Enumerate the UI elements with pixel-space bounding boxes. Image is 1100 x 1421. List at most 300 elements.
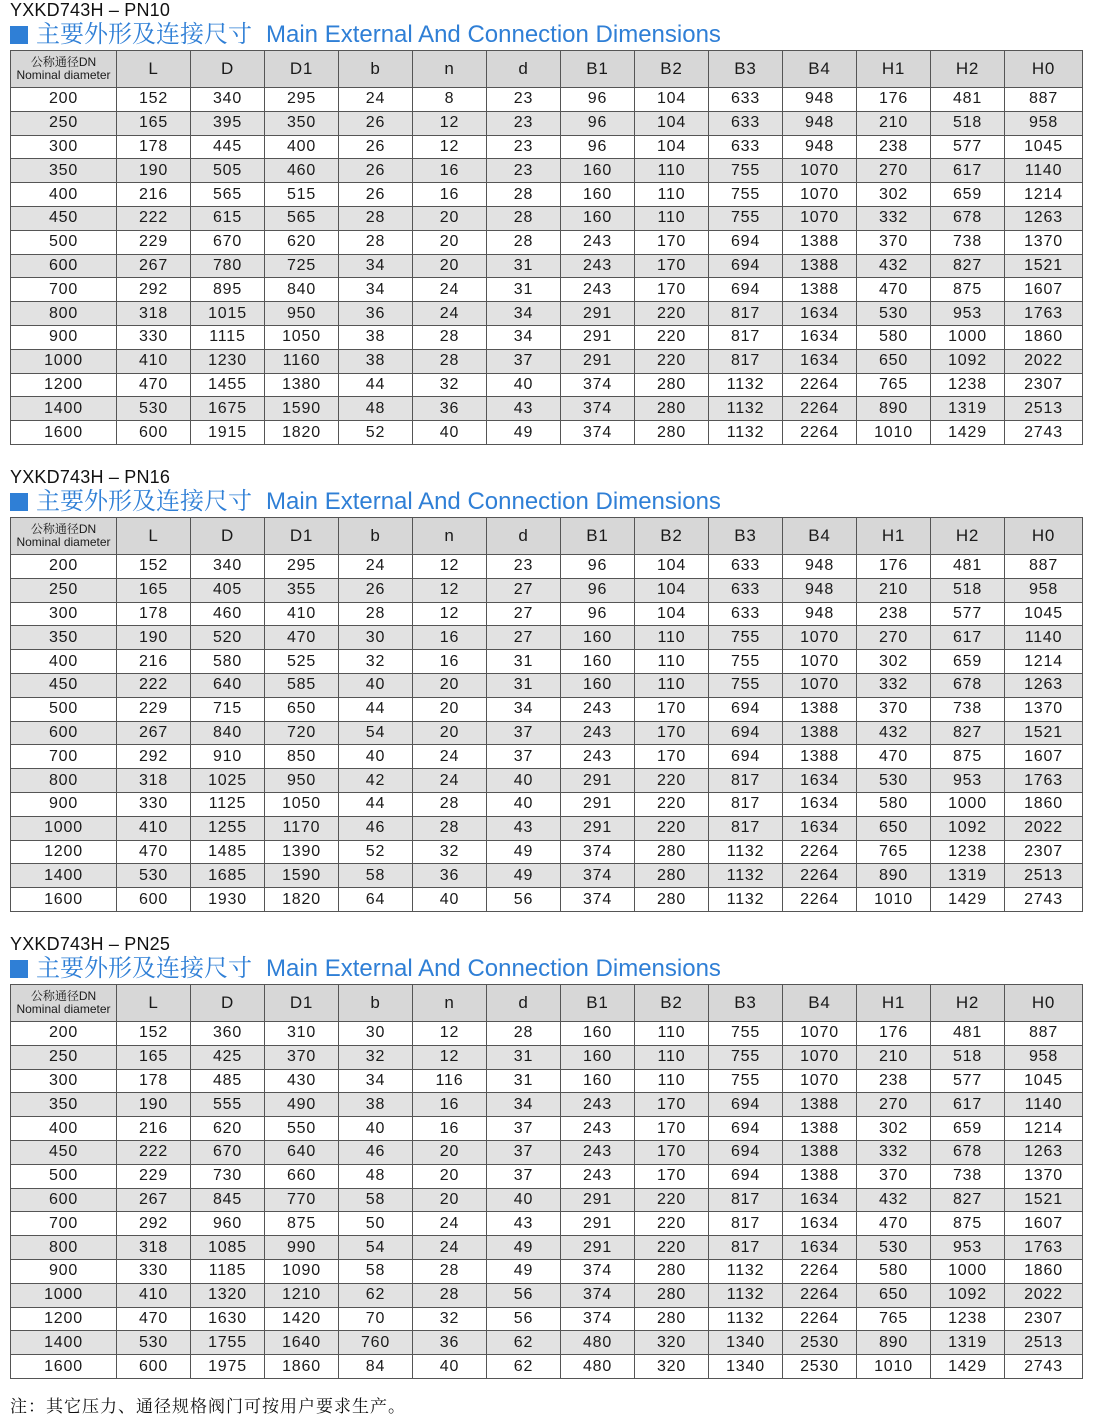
cell-value: 1092	[931, 349, 1005, 373]
cell-value: 170	[635, 1093, 709, 1117]
cell-value: 34	[487, 697, 561, 721]
heading-cn: 主要外形及连接尺寸	[36, 955, 252, 982]
cell-value: 36	[413, 397, 487, 421]
table-row	[11, 888, 1083, 912]
cell-value: 670	[191, 230, 265, 254]
cell-value: 694	[709, 745, 783, 769]
cell-value: 470	[117, 840, 191, 864]
cell-value: 27	[487, 602, 561, 626]
cell-value: 518	[931, 1045, 1005, 1069]
cell-value: 110	[635, 626, 709, 650]
cell-value: 580	[857, 792, 931, 816]
cell-value: 827	[931, 254, 1005, 278]
header-cell: b	[339, 985, 413, 1022]
cell-value: 52	[339, 421, 413, 445]
cell-value: 2530	[783, 1331, 857, 1355]
cell-value: 948	[783, 135, 857, 159]
cell-value: 530	[857, 1236, 931, 1260]
cell-value: 37	[487, 721, 561, 745]
table-row	[11, 673, 1083, 697]
cell-value: 577	[931, 1069, 1005, 1093]
heading-en: Main External And Connection Dimensions	[266, 21, 721, 48]
header-cell-dn	[11, 518, 117, 555]
table-row	[11, 816, 1083, 840]
cell-value: 678	[931, 206, 1005, 230]
cell-value: 1319	[931, 1331, 1005, 1355]
cell-value: 817	[709, 1236, 783, 1260]
cell-value: 48	[339, 397, 413, 421]
cell-value: 1634	[783, 816, 857, 840]
cell-value: 1634	[783, 349, 857, 373]
cell-value: 26	[339, 135, 413, 159]
cell-value: 222	[117, 1140, 191, 1164]
cell-dn: 450	[11, 673, 117, 697]
cell-value: 292	[117, 278, 191, 302]
cell-value: 374	[561, 421, 635, 445]
header-cell: D1	[265, 518, 339, 555]
cell-value: 32	[413, 1307, 487, 1331]
cell-dn: 300	[11, 135, 117, 159]
cell-value: 650	[857, 349, 931, 373]
cell-value: 40	[487, 1188, 561, 1212]
cell-value: 1070	[783, 159, 857, 183]
cell-value: 36	[413, 864, 487, 888]
cell-value: 1607	[1005, 278, 1083, 302]
cell-value: 26	[339, 111, 413, 135]
cell-value: 1132	[709, 1283, 783, 1307]
cell-value: 34	[487, 325, 561, 349]
cell-dn: 400	[11, 183, 117, 207]
cell-value: 16	[413, 1093, 487, 1117]
cell-dn: 250	[11, 111, 117, 135]
cell-value: 470	[857, 1212, 931, 1236]
cell-value: 44	[339, 792, 413, 816]
cell-value: 530	[857, 769, 931, 793]
cell-value: 302	[857, 183, 931, 207]
cell-value: 678	[931, 1140, 1005, 1164]
cell-value: 953	[931, 302, 1005, 326]
cell-value: 1090	[265, 1259, 339, 1283]
header-cell: D	[191, 518, 265, 555]
cell-value: 24	[413, 302, 487, 326]
cell-value: 1160	[265, 349, 339, 373]
cell-value: 1634	[783, 325, 857, 349]
cell-value: 370	[857, 230, 931, 254]
header-cell: B1	[561, 985, 635, 1022]
cell-value: 292	[117, 1212, 191, 1236]
spec-section-pn16	[10, 467, 1082, 912]
cell-value: 20	[413, 1164, 487, 1188]
cell-value: 659	[931, 1117, 1005, 1141]
cell-value: 31	[487, 650, 561, 674]
cell-value: 1132	[709, 864, 783, 888]
heading-square-icon	[10, 960, 28, 978]
cell-value: 1429	[931, 888, 1005, 912]
cell-value: 23	[487, 555, 561, 579]
cell-value: 28	[487, 183, 561, 207]
cell-value: 470	[117, 373, 191, 397]
cell-dn: 800	[11, 1236, 117, 1260]
cell-value: 650	[857, 1283, 931, 1307]
cell-value: 23	[487, 111, 561, 135]
cell-value: 1388	[783, 1164, 857, 1188]
header-cell: n	[413, 985, 487, 1022]
cell-value: 243	[561, 254, 635, 278]
cell-value: 1340	[709, 1331, 783, 1355]
cell-value: 360	[191, 1022, 265, 1046]
cell-value: 160	[561, 650, 635, 674]
cell-value: 895	[191, 278, 265, 302]
cell-value: 817	[709, 302, 783, 326]
cell-dn: 900	[11, 1259, 117, 1283]
cell-value: 280	[635, 421, 709, 445]
cell-value: 210	[857, 111, 931, 135]
cell-value: 948	[783, 555, 857, 579]
header-cell: d	[487, 518, 561, 555]
cell-value: 953	[931, 1236, 1005, 1260]
cell-value: 110	[635, 159, 709, 183]
cell-value: 585	[265, 673, 339, 697]
cell-value: 42	[339, 769, 413, 793]
cell-value: 1370	[1005, 230, 1083, 254]
cell-value: 62	[487, 1355, 561, 1379]
cell-value: 110	[635, 1022, 709, 1046]
cell-value: 1070	[783, 1045, 857, 1069]
table-row	[11, 840, 1083, 864]
cell-value: 1132	[709, 888, 783, 912]
cell-value: 1590	[265, 864, 339, 888]
cell-dn: 250	[11, 578, 117, 602]
cell-value: 817	[709, 769, 783, 793]
cell-value: 58	[339, 1259, 413, 1283]
cell-value: 1070	[783, 1069, 857, 1093]
cell-value: 405	[191, 578, 265, 602]
table-row	[11, 183, 1083, 207]
cell-value: 890	[857, 1331, 931, 1355]
cell-dn: 600	[11, 721, 117, 745]
header-cell: D1	[265, 51, 339, 88]
cell-value: 1070	[783, 183, 857, 207]
cell-value: 481	[931, 1022, 1005, 1046]
cell-value: 1630	[191, 1307, 265, 1331]
cell-value: 176	[857, 555, 931, 579]
cell-value: 178	[117, 602, 191, 626]
cell-value: 530	[117, 864, 191, 888]
cell-value: 2022	[1005, 349, 1083, 373]
cell-value: 49	[487, 421, 561, 445]
cell-value: 28	[339, 602, 413, 626]
cell-value: 49	[487, 1236, 561, 1260]
cell-value: 2743	[1005, 888, 1083, 912]
cell-value: 37	[487, 349, 561, 373]
cell-value: 36	[413, 1331, 487, 1355]
cell-value: 176	[857, 88, 931, 112]
cell-value: 170	[635, 1164, 709, 1188]
table-row	[11, 1307, 1083, 1331]
cell-value: 110	[635, 183, 709, 207]
cell-dn: 1600	[11, 1355, 117, 1379]
cell-value: 694	[709, 697, 783, 721]
cell-value: 1132	[709, 373, 783, 397]
cell-value: 20	[413, 1188, 487, 1212]
cell-value: 54	[339, 721, 413, 745]
cell-value: 1860	[1005, 325, 1083, 349]
cell-value: 1930	[191, 888, 265, 912]
cell-value: 1420	[265, 1307, 339, 1331]
cell-value: 370	[857, 1164, 931, 1188]
cell-dn: 1000	[11, 816, 117, 840]
cell-value: 104	[635, 578, 709, 602]
cell-value: 480	[561, 1355, 635, 1379]
cell-value: 43	[487, 1212, 561, 1236]
header-cell: n	[413, 51, 487, 88]
heading-cn: 主要外形及连接尺寸	[36, 21, 252, 48]
header-cell: B1	[561, 518, 635, 555]
cell-value: 20	[413, 1140, 487, 1164]
cell-dn: 200	[11, 555, 117, 579]
cell-dn: 1400	[11, 864, 117, 888]
table-row	[11, 135, 1083, 159]
cell-value: 1521	[1005, 1188, 1083, 1212]
cell-dn: 1600	[11, 888, 117, 912]
cell-value: 490	[265, 1093, 339, 1117]
cell-value: 2513	[1005, 397, 1083, 421]
cell-value: 23	[487, 135, 561, 159]
cell-value: 1340	[709, 1355, 783, 1379]
cell-value: 1070	[783, 673, 857, 697]
cell-value: 62	[487, 1331, 561, 1355]
cell-value: 104	[635, 555, 709, 579]
cell-value: 220	[635, 349, 709, 373]
cell-value: 70	[339, 1307, 413, 1331]
cell-value: 295	[265, 88, 339, 112]
cell-value: 190	[117, 159, 191, 183]
cell-value: 1263	[1005, 206, 1083, 230]
heading-cn: 主要外形及连接尺寸	[36, 488, 252, 515]
cell-value: 850	[265, 745, 339, 769]
cell-value: 1820	[265, 421, 339, 445]
cell-value: 49	[487, 864, 561, 888]
cell-dn: 300	[11, 1069, 117, 1093]
cell-value: 190	[117, 1093, 191, 1117]
cell-value: 640	[265, 1140, 339, 1164]
cell-value: 23	[487, 159, 561, 183]
cell-value: 678	[931, 673, 1005, 697]
cell-value: 32	[339, 650, 413, 674]
cell-dn: 700	[11, 745, 117, 769]
cell-dn: 1200	[11, 1307, 117, 1331]
table-row	[11, 602, 1083, 626]
table-row	[11, 1212, 1083, 1236]
cell-value: 370	[265, 1045, 339, 1069]
cell-value: 470	[117, 1307, 191, 1331]
cell-value: 302	[857, 1117, 931, 1141]
cell-value: 2307	[1005, 1307, 1083, 1331]
cell-value: 633	[709, 602, 783, 626]
table-row	[11, 1236, 1083, 1260]
cell-value: 20	[413, 697, 487, 721]
cell-value: 229	[117, 697, 191, 721]
cell-value: 170	[635, 254, 709, 278]
cell-value: 617	[931, 626, 1005, 650]
table-row	[11, 1093, 1083, 1117]
cell-value: 615	[191, 206, 265, 230]
cell-value: 152	[117, 88, 191, 112]
cell-value: 2530	[783, 1355, 857, 1379]
cell-value: 1370	[1005, 697, 1083, 721]
cell-value: 34	[339, 278, 413, 302]
cell-value: 12	[413, 602, 487, 626]
cell-value: 34	[339, 1069, 413, 1093]
cell-value: 40	[487, 792, 561, 816]
header-cell: B1	[561, 51, 635, 88]
cell-value: 887	[1005, 88, 1083, 112]
cell-value: 38	[339, 1093, 413, 1117]
table-row	[11, 1069, 1083, 1093]
cell-value: 24	[413, 769, 487, 793]
header-row	[11, 985, 1083, 1022]
cell-value: 374	[561, 1259, 635, 1283]
cell-value: 738	[931, 230, 1005, 254]
cell-value: 238	[857, 135, 931, 159]
cell-dn: 700	[11, 1212, 117, 1236]
cell-value: 425	[191, 1045, 265, 1069]
cell-value: 755	[709, 159, 783, 183]
cell-value: 1070	[783, 1022, 857, 1046]
cell-value: 12	[413, 555, 487, 579]
cell-value: 318	[117, 302, 191, 326]
cell-value: 116	[413, 1069, 487, 1093]
cell-dn: 200	[11, 88, 117, 112]
cell-value: 1170	[265, 816, 339, 840]
cell-dn: 800	[11, 769, 117, 793]
cell-value: 38	[339, 325, 413, 349]
cell-value: 948	[783, 88, 857, 112]
cell-value: 577	[931, 602, 1005, 626]
header-cell: H2	[931, 51, 1005, 88]
cell-value: 170	[635, 1117, 709, 1141]
cell-value: 950	[265, 302, 339, 326]
cell-value: 755	[709, 1022, 783, 1046]
cell-value: 715	[191, 697, 265, 721]
cell-value: 2264	[783, 421, 857, 445]
cell-value: 1263	[1005, 1140, 1083, 1164]
header-cell: B3	[709, 51, 783, 88]
cell-dn: 1200	[11, 373, 117, 397]
cell-value: 1010	[857, 1355, 931, 1379]
cell-value: 37	[487, 1140, 561, 1164]
cell-value: 32	[413, 373, 487, 397]
cell-value: 1521	[1005, 254, 1083, 278]
cell-value: 410	[265, 602, 339, 626]
cell-value: 243	[561, 721, 635, 745]
cell-value: 291	[561, 1236, 635, 1260]
cell-value: 280	[635, 864, 709, 888]
cell-value: 160	[561, 183, 635, 207]
cell-value: 460	[191, 602, 265, 626]
cell-value: 580	[857, 325, 931, 349]
cell-value: 374	[561, 1283, 635, 1307]
cell-value: 1640	[265, 1331, 339, 1355]
cell-value: 24	[339, 555, 413, 579]
header-cell: L	[117, 518, 191, 555]
cell-value: 633	[709, 111, 783, 135]
cell-value: 1860	[1005, 792, 1083, 816]
cell-value: 460	[265, 159, 339, 183]
cell-value: 395	[191, 111, 265, 135]
cell-value: 760	[339, 1331, 413, 1355]
cell-value: 890	[857, 864, 931, 888]
cell-value: 1230	[191, 349, 265, 373]
cell-value: 280	[635, 840, 709, 864]
cell-value: 222	[117, 206, 191, 230]
cell-value: 1010	[857, 421, 931, 445]
header-cell: d	[487, 985, 561, 1022]
cell-value: 243	[561, 745, 635, 769]
cell-dn: 350	[11, 159, 117, 183]
cell-value: 243	[561, 1117, 635, 1141]
cell-value: 755	[709, 1045, 783, 1069]
cell-value: 30	[339, 626, 413, 650]
cell-value: 470	[857, 278, 931, 302]
header-cell: B2	[635, 985, 709, 1022]
cell-value: 1085	[191, 1236, 265, 1260]
cell-value: 1092	[931, 816, 1005, 840]
header-cell: L	[117, 51, 191, 88]
table-row	[11, 373, 1083, 397]
cell-value: 755	[709, 626, 783, 650]
cell-value: 470	[265, 626, 339, 650]
cell-value: 50	[339, 1212, 413, 1236]
cell-value: 1388	[783, 697, 857, 721]
cell-value: 840	[265, 278, 339, 302]
cell-value: 755	[709, 183, 783, 207]
cell-value: 1050	[265, 325, 339, 349]
cell-value: 43	[487, 397, 561, 421]
cell-value: 20	[413, 230, 487, 254]
cell-value: 40	[413, 1355, 487, 1379]
cell-value: 40	[339, 1117, 413, 1141]
cell-value: 670	[191, 1140, 265, 1164]
cell-value: 1763	[1005, 302, 1083, 326]
cell-value: 165	[117, 111, 191, 135]
dn-label-en: Nominal diameter	[16, 535, 111, 549]
cell-value: 32	[413, 840, 487, 864]
cell-value: 44	[339, 697, 413, 721]
cell-value: 243	[561, 230, 635, 254]
cell-value: 1238	[931, 373, 1005, 397]
cell-value: 1634	[783, 1236, 857, 1260]
cell-value: 530	[117, 397, 191, 421]
cell-value: 2264	[783, 1307, 857, 1331]
cell-value: 1388	[783, 254, 857, 278]
cell-value: 481	[931, 88, 1005, 112]
cell-value: 617	[931, 1093, 1005, 1117]
cell-value: 633	[709, 135, 783, 159]
cell-value: 330	[117, 792, 191, 816]
cell-value: 170	[635, 278, 709, 302]
cell-value: 110	[635, 650, 709, 674]
cell-value: 176	[857, 1022, 931, 1046]
cell-value: 1000	[931, 1259, 1005, 1283]
cell-value: 2022	[1005, 816, 1083, 840]
header-cell: B4	[783, 985, 857, 1022]
cell-value: 370	[857, 697, 931, 721]
cell-value: 28	[413, 1259, 487, 1283]
cell-value: 34	[487, 302, 561, 326]
cell-value: 1388	[783, 745, 857, 769]
header-cell: B3	[709, 985, 783, 1022]
